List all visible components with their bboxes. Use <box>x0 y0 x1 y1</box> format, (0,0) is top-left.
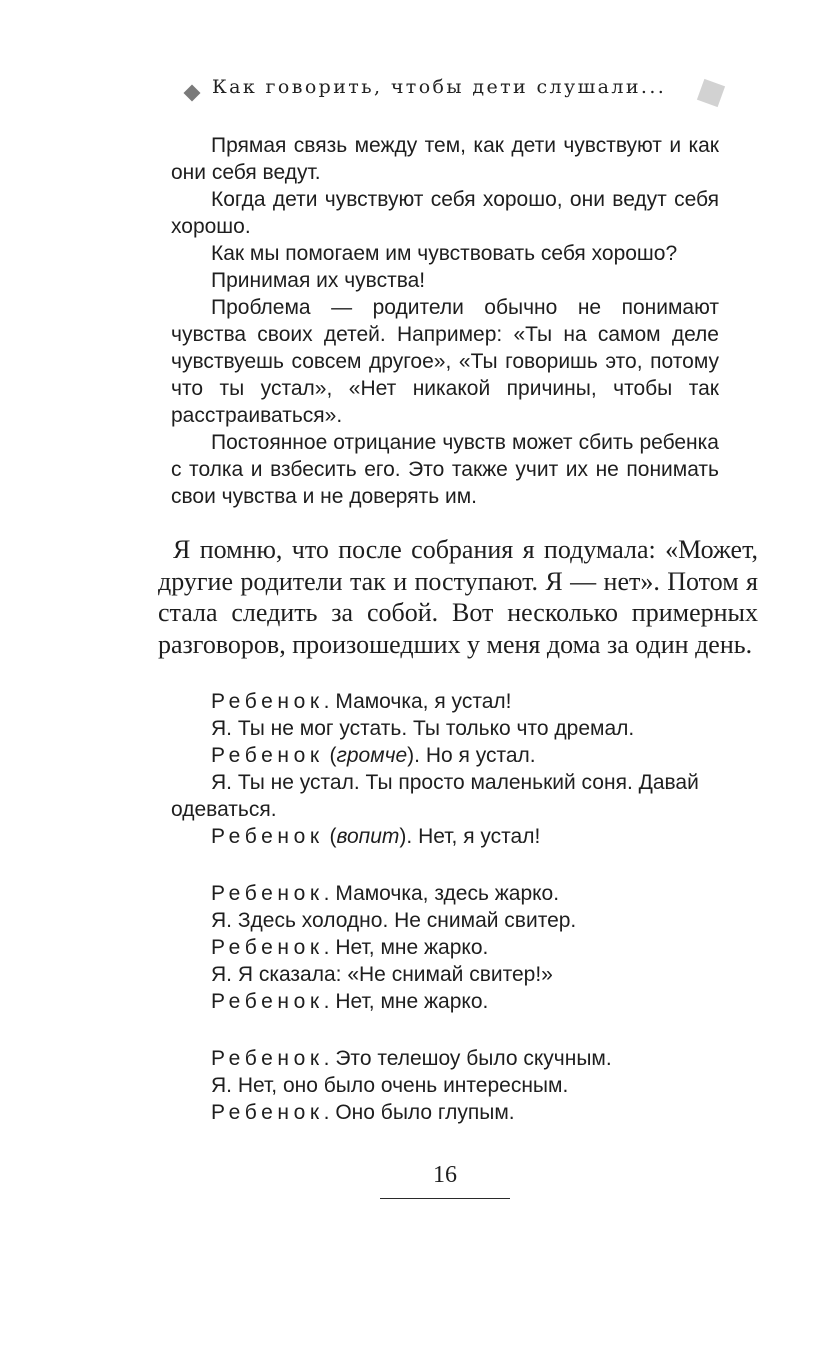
running-header <box>180 70 740 114</box>
line-text: . Я сказала: «Не снимай свитер!» <box>226 963 553 986</box>
summary-block <box>171 132 719 510</box>
dialog-line <box>171 688 731 715</box>
speaker-name: Я <box>211 1074 227 1097</box>
dialog-line <box>171 934 731 961</box>
dialog-line <box>171 769 731 823</box>
dialog-2 <box>171 880 731 1015</box>
line-text: ). Нет, я устал! <box>399 825 541 848</box>
line-text: . Нет, мне жарко. <box>323 990 489 1013</box>
summary-paragraph: Проблема — родители обычно не понимают чувства своих детей. Например: «Ты на самом деле чувствуешь совсем другое», «Ты говоришь это, потому что ты устал», «Нет никакой причины, чтобы так расстраиваться». <box>171 296 719 427</box>
dialog-line <box>171 907 731 934</box>
speaker-name: Я <box>211 909 227 932</box>
speaker-name: Ребенок <box>211 882 324 905</box>
dialog-line <box>171 715 731 742</box>
summary-paragraph: Когда дети чувствуют себя хорошо, они ведут себя хорошо. <box>171 188 719 238</box>
narrative-block <box>158 534 758 660</box>
page-number: 16 <box>433 1162 457 1188</box>
line-text: . Ты не устал. Ты просто маленький соня. Давай одеваться. <box>171 771 699 821</box>
dialog-line <box>171 1045 731 1072</box>
summary-paragraph: Как мы помогаем им чувствовать себя хорошо? <box>211 242 678 265</box>
speaker-name: Я <box>211 963 227 986</box>
summary-paragraph: Прямая связь между тем, как дети чувствуют и как они себя ведут. <box>171 134 719 184</box>
dialog-line: Ребенок (громче). Но я устал. <box>211 744 536 767</box>
stage-direction: вопит <box>336 825 400 848</box>
speaker-name: Я <box>211 717 227 740</box>
dialog-line <box>171 988 731 1015</box>
page-number-rule <box>380 1198 510 1199</box>
speaker-name: Ребенок <box>211 1101 324 1124</box>
running-header-title: Как говорить, чтобы дети слушали... <box>212 76 667 98</box>
summary-paragraph: Постоянное отрицание чувств может сбить ребенка с толка и взбесить его. Это также учит их не понимать свои чувства и не доверять им. <box>171 431 719 508</box>
speaker-name: Ребенок <box>211 936 324 959</box>
speaker-name: Ребенок <box>211 825 324 848</box>
line-text: . Мамочка, здесь жарко. <box>323 882 560 905</box>
narrative-paragraph: Я помню, что после собрания я подумала: «Может, другие родители так и поступают. Я — нет». Потом я стала следить за собой. Вот несколько примерных разговоров, произошедших у меня дома за один день. <box>158 535 758 659</box>
square-ornament-icon <box>697 79 725 107</box>
line-text: ). Но я устал. <box>407 744 536 767</box>
stage-direction: громче <box>336 744 408 767</box>
line-text: . Мамочка, я устал! <box>323 690 512 713</box>
dialog-line <box>171 1072 731 1099</box>
dialog-line <box>171 961 731 988</box>
dialog-3 <box>171 1045 731 1126</box>
dialog-line <box>171 880 731 907</box>
line-text: . Здесь холодно. Не снимай свитер. <box>226 909 577 932</box>
line-text: . Нет, оно было очень интересным. <box>226 1074 569 1097</box>
diamond-ornament-icon <box>184 85 201 102</box>
speaker-name: Ребенок <box>211 1047 324 1070</box>
speaker-name: Ребенок <box>211 990 324 1013</box>
speaker-name: Ребенок <box>211 744 324 767</box>
line-text: . Ты не мог устать. Ты только что дремал. <box>226 717 635 740</box>
line-text: . Нет, мне жарко. <box>323 936 489 959</box>
dialog-line: Ребенок (вопит). Нет, я устал! <box>211 825 541 848</box>
speaker-name: Я <box>211 771 227 794</box>
line-text: . Оно было глупым. <box>323 1101 515 1124</box>
speaker-name: Ребенок <box>211 690 324 713</box>
summary-paragraph: Принимая их чувства! <box>211 269 426 292</box>
line-text: . Это телешоу было скучным. <box>323 1047 612 1070</box>
dialog-1 <box>171 688 731 850</box>
dialog-line <box>171 1099 731 1126</box>
